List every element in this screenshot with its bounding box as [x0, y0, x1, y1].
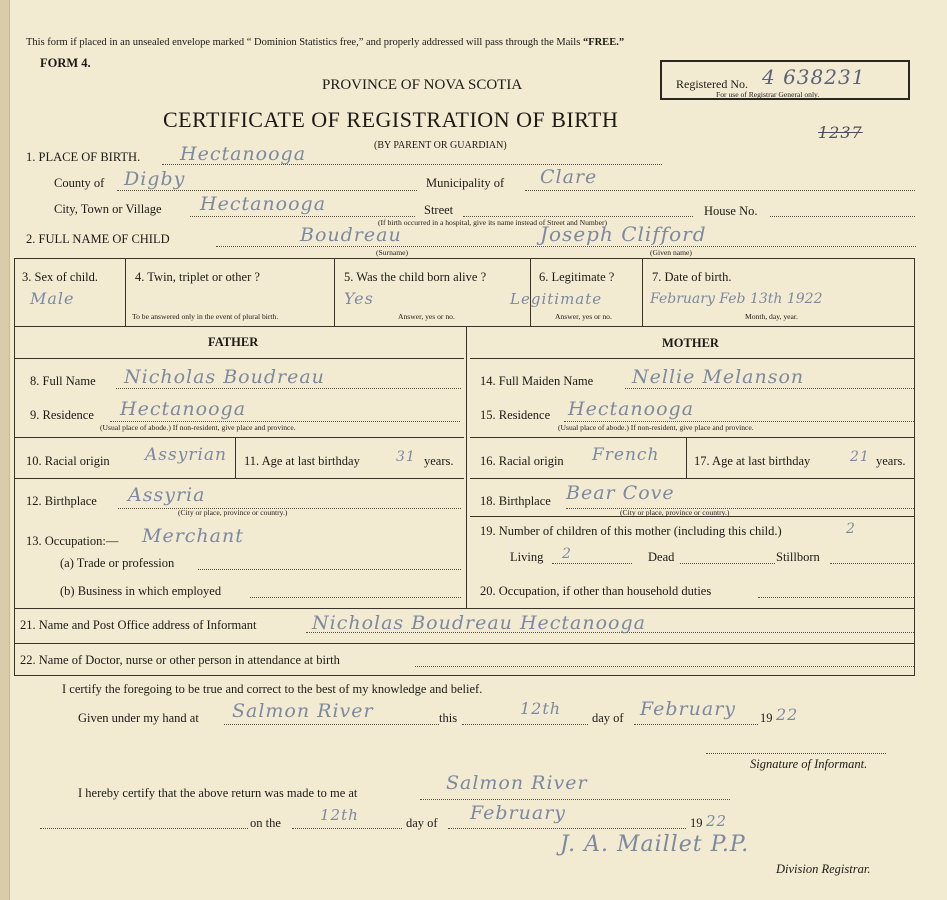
municipality-value: Clare [540, 166, 598, 188]
street-note: (If birth occurred in a hospital, give its name instead of Street and Number) [378, 218, 608, 227]
fill-line [415, 666, 914, 667]
alive-value: Yes [344, 289, 374, 308]
twin-label: 4. Twin, triplet or other ? [135, 270, 260, 284]
center-divider [466, 326, 467, 608]
mother-age-label: 17. Age at last birthday [694, 454, 811, 468]
father-birthplace-label: 12. Birthplace [26, 494, 97, 508]
alive-label: 5. Was the child born alive ? [344, 270, 487, 284]
mother-residence-note: (Usual place of abode.) If non-resident, give place and province. [558, 423, 754, 432]
fill-line [292, 828, 402, 829]
registrar-day-value: 12th [320, 806, 359, 824]
col-line [235, 437, 236, 478]
father-heading-rule [14, 358, 464, 359]
fill-line [117, 190, 417, 191]
fill-line [758, 597, 914, 598]
registrar-place-value: Salmon River [446, 772, 588, 794]
business-label: (b) Business in which employed [60, 584, 222, 598]
fill-line [224, 724, 439, 725]
fill-line [118, 508, 461, 509]
informant-value: Nicholas Boudreau Hectanooga [312, 612, 646, 634]
row-line [14, 326, 914, 327]
father-birthplace-note: (City or place, province or country.) [178, 508, 288, 517]
fill-line [770, 216, 915, 217]
mother-row-rule [470, 437, 914, 438]
date-of-birth-value: February Feb 13th 1922 [650, 291, 823, 307]
place-of-birth-label: 1. PLACE OF BIRTH. [26, 150, 141, 164]
division-registrar-label: Division Registrar. [776, 862, 871, 876]
city-value: Hectanooga [200, 193, 327, 215]
registrar-day-of-label: day of [406, 816, 438, 830]
registrar-year-value: 22 [706, 812, 728, 830]
row-line [14, 258, 914, 259]
child-surname-value: Boudreau [300, 224, 402, 246]
date-of-birth-label: 7. Date of birth. [652, 270, 732, 284]
row-line [14, 675, 914, 676]
city-label: City, Town or Village [54, 202, 162, 216]
day-of-label: day of [592, 711, 624, 725]
mother-residence-value: Hectanooga [568, 398, 695, 420]
mother-name-value: Nellie Melanson [632, 366, 805, 388]
house-label: House No. [704, 204, 758, 218]
given-place-value: Salmon River [232, 700, 374, 722]
fill-line [40, 828, 248, 829]
alive-note: Answer, yes or no. [398, 312, 455, 321]
father-residence-note: (Usual place of abode.) If non-resident, give place and province. [100, 423, 296, 432]
registered-label: Registered No. [676, 77, 748, 91]
stillborn-label: Stillborn [776, 550, 820, 564]
this-label: this [439, 711, 458, 725]
surname-note: (Surname) [376, 248, 409, 257]
fill-line [462, 724, 588, 725]
fill-line [216, 246, 916, 247]
mother-occupation-label: 20. Occupation, if other than household duties [480, 584, 712, 598]
mother-name-label: 14. Full Maiden Name [480, 374, 594, 388]
fill-line [564, 421, 914, 422]
child-name-label: 2. FULL NAME OF CHILD [26, 232, 170, 246]
municipality-label: Municipality of [426, 176, 505, 190]
registered-note: For use of Registrar General only. [716, 90, 820, 99]
fill-line [525, 190, 915, 191]
given-note: (Given name) [650, 248, 692, 257]
certify-year-value: 22 [776, 705, 799, 724]
registrar-statement: I hereby certify that the above return was made to me at [78, 786, 358, 800]
year-prefix: 19 [760, 711, 773, 725]
fill-line [830, 563, 914, 564]
county-value: Digby [124, 168, 186, 190]
sex-value: Male [30, 289, 75, 308]
legitimate-label: 6. Legitimate ? [539, 270, 615, 284]
father-heading: FATHER [208, 335, 259, 349]
certify-day-value: 12th [520, 699, 562, 718]
signature-line [706, 753, 886, 754]
twin-note: To be answered only in the event of plural birth. [132, 312, 279, 321]
father-birthplace-value: Assyria [128, 484, 206, 506]
mother-age-value: 21 [850, 449, 870, 465]
sex-label: 3. Sex of child. [22, 270, 99, 284]
col-line [125, 258, 126, 326]
date-note: Month, day, year. [745, 312, 798, 321]
registrar-year-prefix: 19 [690, 816, 703, 830]
father-row-rule [14, 437, 464, 438]
fill-line [634, 724, 758, 725]
father-age-label: 11. Age at last birthday [244, 454, 360, 468]
mother-row-rule [470, 478, 914, 479]
on-the-label: on the [250, 816, 281, 830]
trade-label: (a) Trade or profession [60, 556, 175, 570]
mother-birthplace-note: (City or place, province or country.) [620, 508, 730, 517]
living-label: Living [510, 550, 544, 564]
father-occupation-value: Merchant [142, 525, 244, 547]
registrar-month-value: February [470, 802, 567, 824]
certificate-title: CERTIFICATE OF REGISTRATION OF BIRTH [163, 107, 619, 132]
fill-line [625, 388, 914, 389]
col-line [686, 437, 687, 478]
form-number: FORM 4. [40, 56, 91, 70]
doctor-label: 22. Name of Doctor, nurse or other person in attendance at birth [20, 653, 340, 667]
col-line [642, 258, 643, 326]
mother-heading: MOTHER [662, 336, 719, 350]
informant-label: 21. Name and Post Office address of Informant [20, 618, 257, 632]
father-name-value: Nicholas Boudreau [124, 366, 325, 388]
fill-line [110, 421, 460, 422]
fill-line [680, 563, 775, 564]
mother-heading-rule [470, 358, 914, 359]
certify-statement: I certify the foregoing to be true and correct to the best of my knowledge and belief. [62, 682, 483, 696]
mother-birthplace-value: Bear Cove [566, 482, 675, 504]
children-count-label: 19. Number of children of this mother (including this child.) [480, 524, 782, 538]
row-line [14, 608, 914, 609]
county-label: County of [54, 176, 105, 190]
mother-residence-label: 15. Residence [480, 408, 551, 422]
living-value: 2 [562, 546, 572, 562]
frame-left [14, 258, 15, 676]
col-line [334, 258, 335, 326]
place-of-birth-value: Hectanooga [180, 143, 307, 165]
registered-number: 4 638231 [762, 65, 866, 89]
father-residence-value: Hectanooga [120, 398, 247, 420]
mother-birthplace-label: 18. Birthplace [480, 494, 551, 508]
fill-line [448, 828, 686, 829]
row-line [14, 643, 914, 644]
fill-line [116, 388, 461, 389]
legitimate-note: Answer, yes or no. [555, 312, 612, 321]
certify-month-value: February [640, 698, 737, 720]
street-label: Street [424, 203, 454, 217]
father-age-value: 31 [396, 449, 416, 465]
registrar-signature: J. A. Maillet P.P. [560, 832, 750, 857]
mother-racial-label: 16. Racial origin [480, 454, 564, 468]
fill-line [198, 569, 461, 570]
father-residence-label: 9. Residence [30, 408, 94, 422]
father-row-rule [14, 478, 464, 479]
given-under-label: Given under my hand at [78, 711, 199, 725]
corner-number: 1237 [818, 123, 863, 142]
certificate-subtitle: (BY PARENT OR GUARDIAN) [374, 140, 507, 151]
father-occupation-label: 13. Occupation:— [26, 534, 119, 548]
legitimate-value: Legitimate [510, 290, 603, 308]
mother-years: years. [876, 454, 906, 468]
child-given-value: Joseph Clifford [540, 222, 707, 246]
fill-line [190, 216, 415, 217]
province-heading: PROVINCE OF NOVA SCOTIA [322, 77, 523, 93]
fill-line [250, 597, 461, 598]
paper-edge [0, 0, 10, 900]
mailing-note: This form if placed in an unsealed envelope marked “ Dominion Statistics free,” and properly addressed will pass through the Mails “FREE.” [26, 37, 625, 48]
mother-racial-value: French [592, 445, 660, 465]
fill-line [420, 799, 730, 800]
fill-line [566, 508, 914, 509]
father-years: years. [424, 454, 454, 468]
fill-line [463, 216, 693, 217]
frame-right [914, 258, 915, 676]
signature-of-informant-label: Signature of Informant. [750, 757, 868, 771]
children-count-value: 2 [846, 521, 856, 537]
father-racial-label: 10. Racial origin [26, 454, 110, 468]
father-racial-value: Assyrian [145, 445, 227, 465]
dead-label: Dead [648, 550, 675, 564]
father-name-label: 8. Full Name [30, 374, 96, 388]
